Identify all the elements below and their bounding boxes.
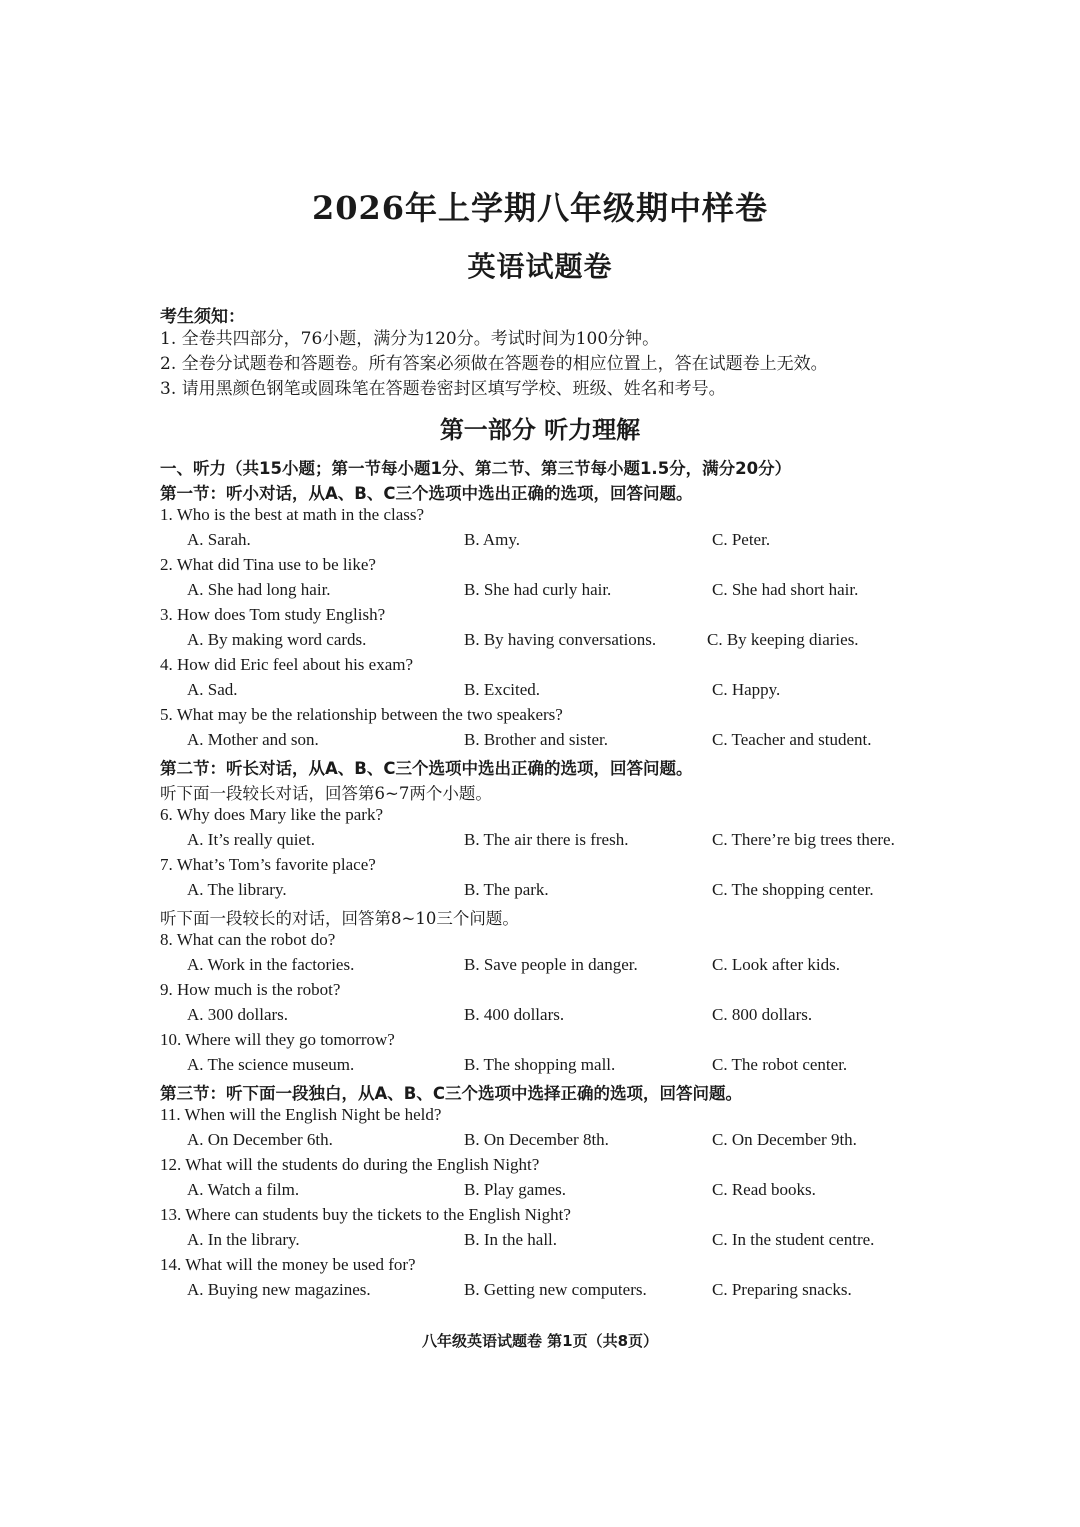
section3-heading: 第三节：听下面一段独白，从A、B、C三个选项中选择正确的选项，回答问题。 [160,1084,742,1103]
question-7: 7. What’s Tom’s favorite place? [160,855,376,874]
question-12: 12. What will the students do during the English Night? [160,1155,540,1174]
option-c: C. The robot center. [712,1055,848,1074]
section-heading: 一、听力（共15小题；第一节每小题1分、第二节、第三节每小题1.5分，满分20分） [160,459,792,478]
question-5: 5. What may be the relationship between the two speakers? [160,705,563,724]
option-b: B. The air there is fresh. [464,830,629,849]
part-title: 第一部分 听力理解 [439,415,641,444]
option-a: A. Work in the factories. [187,955,355,974]
option-a: A. Mother and son. [187,730,319,749]
option-a: A. The science museum. [187,1055,355,1074]
option-b: B. By having conversations. [464,630,657,649]
notice-heading: 考生须知： [160,307,245,327]
section2-note-2: 听下面一段较长的对话，回答第8~10三个问题。 [160,909,519,928]
section2-heading: 第二节：听长对话，从A、B、C三个选项中选出正确的选项，回答问题。 [160,759,693,778]
option-b: B. Amy. [464,530,521,549]
option-b: B. The park. [464,880,549,899]
option-c: C. She had short hair. [712,580,859,599]
options-13 [0,1230,1080,1255]
option-a: A. By making word cards. [187,630,367,649]
question-6: 6. Why does Mary like the park? [160,805,383,824]
question-9: 9. How much is the robot? [160,980,341,999]
question-1: 1. Who is the best at math in the class? [160,505,425,524]
option-c: C. Look after kids. [712,955,840,974]
question-14: 14. What will the money be used for? [160,1255,416,1274]
option-c: C. Read books. [712,1180,816,1199]
options-11 [0,1130,1080,1155]
option-c: C. 800 dollars. [712,1005,813,1024]
page-footer: 八年级英语试题卷 第1页（共8页） [421,1332,659,1350]
options-2 [0,580,1080,605]
option-b: B. Getting new computers. [464,1280,647,1299]
section1-heading: 第一节：听小对话，从A、B、C三个选项中选出正确的选项，回答问题。 [160,484,693,503]
question-8: 8. What can the robot do? [160,930,336,949]
option-a: A. She had long hair. [187,580,331,599]
options-5 [0,730,1080,755]
option-b: B. 400 dollars. [464,1005,565,1024]
section2-note-1: 听下面一段较长对话，回答第6~7两个小题。 [160,784,492,803]
option-b: B. The shopping mall. [464,1055,616,1074]
option-a: A. On December 6th. [187,1130,333,1149]
exam-title: 2026年上学期八年级期中样卷 [311,189,769,227]
options-10 [0,1055,1080,1080]
option-a: A. Sarah. [187,530,251,549]
option-c: C. Happy. [712,680,781,699]
question-13: 13. Where can students buy the tickets to the English Night? [160,1205,571,1224]
options-3 [0,630,1080,655]
option-c: C. On December 9th. [712,1130,857,1149]
notice-item: 2. 全卷分试题卷和答题卷。所有答案必须做在答题卷的相应位置上，答在试题卷上无效。 [160,354,828,374]
option-b: B. Play games. [464,1180,566,1199]
option-b: B. Save people in danger. [464,955,638,974]
option-a: A. Buying new magazines. [187,1280,371,1299]
exam-subtitle: 英语试题卷 [467,250,613,283]
option-c: C. By keeping diaries. [707,630,859,649]
notice-list [160,327,940,402]
option-c: C. Teacher and student. [712,730,872,749]
option-c: C. The shopping center. [712,880,874,899]
options-12 [0,1180,1080,1205]
option-b: B. Excited. [464,680,541,699]
option-a: A. Watch a film. [187,1180,300,1199]
notice-item: 3. 请用黑颜色钢笔或圆珠笔在答题卷密封区填写学校、班级、姓名和考号。 [160,379,726,399]
option-c: C. Preparing snacks. [712,1280,852,1299]
options-6 [0,830,1080,855]
option-c: C. There’re big trees there. [712,830,895,849]
options-4 [0,680,1080,705]
notice-item: 1. 全卷共四部分，76小题，满分为120分。考试时间为100分钟。 [160,329,660,349]
options-14 [0,1280,1080,1305]
option-a: A. It’s really quiet. [187,830,315,849]
option-b: B. She had curly hair. [464,580,612,599]
option-a: A. The library. [187,880,287,899]
options-9 [0,1005,1080,1030]
question-4: 4. How did Eric feel about his exam? [160,655,414,674]
question-11: 11. When will the English Night be held? [160,1105,442,1124]
options-7 [0,880,1080,905]
option-c: C. In the student centre. [712,1230,875,1249]
option-a: A. Sad. [187,680,238,699]
option-c: C. Peter. [712,530,771,549]
options-8 [0,955,1080,980]
option-a: A. 300 dollars. [187,1005,289,1024]
options-1 [0,530,1080,555]
option-b: B. On December 8th. [464,1130,609,1149]
question-3: 3. How does Tom study English? [160,605,386,624]
option-b: B. Brother and sister. [464,730,609,749]
question-10: 10. Where will they go tomorrow? [160,1030,395,1049]
option-b: B. In the hall. [464,1230,558,1249]
option-a: A. In the library. [187,1230,300,1249]
question-2: 2. What did Tina use to be like? [160,555,376,574]
